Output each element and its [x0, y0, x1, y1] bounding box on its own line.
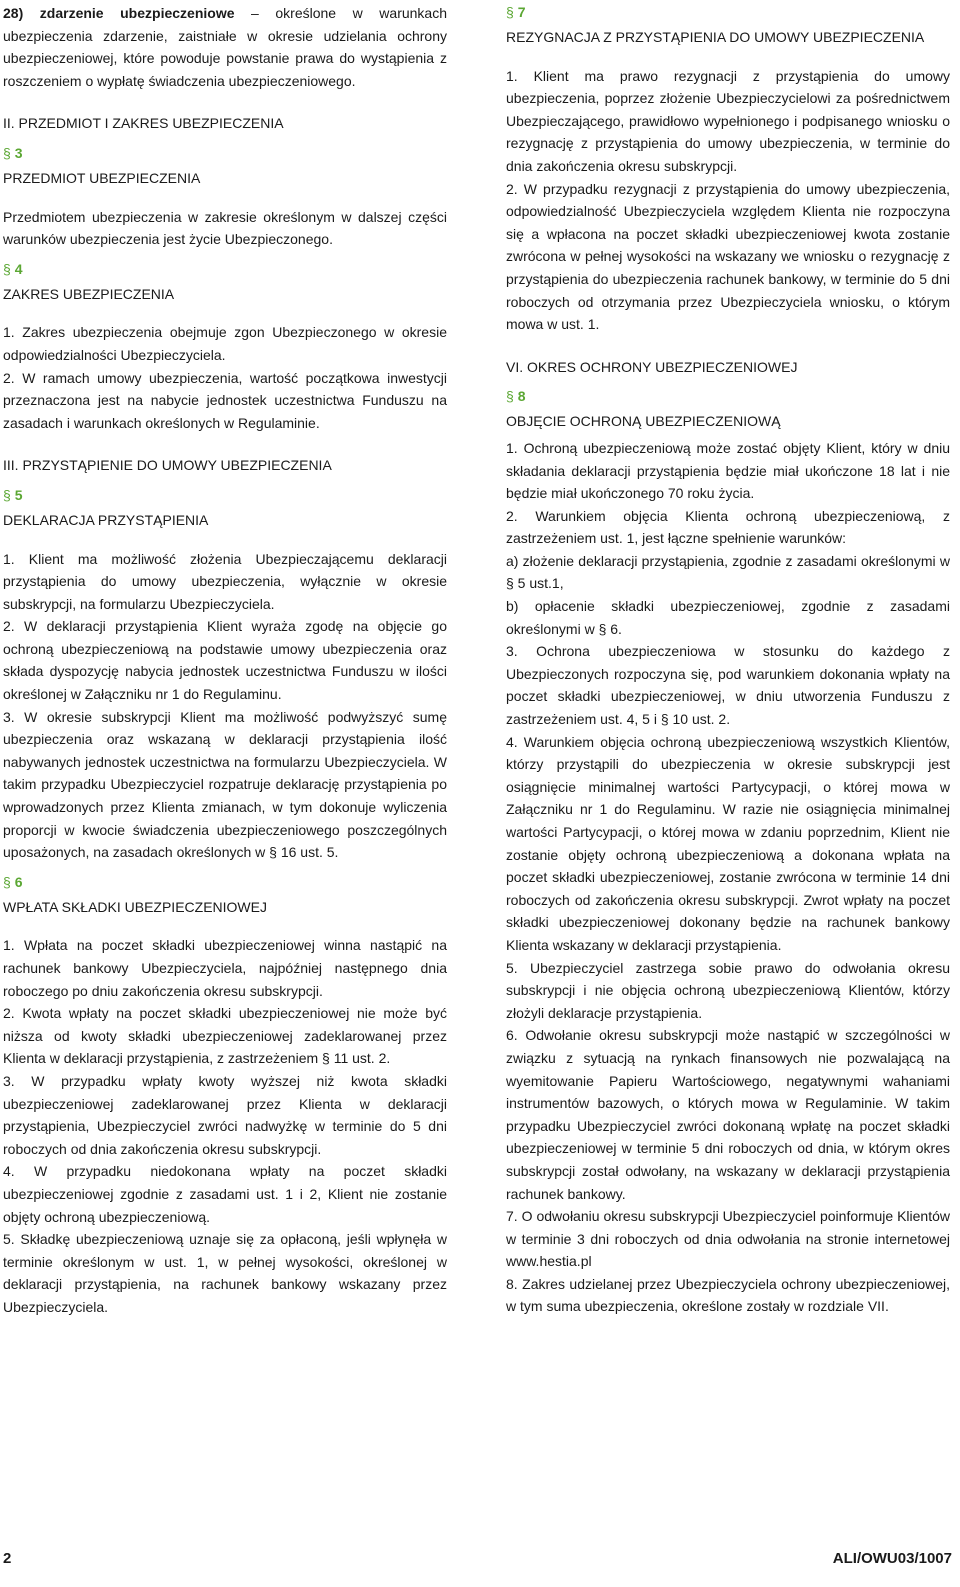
paragraph: 3. Ochrona ubezpieczeniowa w stosunku do każdego z Ubezpieczonych rozpoczyna się, pod warunkiem dokonania wpłaty na poczet składki ubezpieczeniowej, w dniu utworzenia Funduszu z zastrzeżeniem ust. 4, 5 i § 10 ust. 2.	[506, 643, 950, 728]
section-symbol: §	[506, 388, 514, 405]
paragraph: 7. O odwołaniu okresu subskrypcji Ubezpieczyciel poinformuje Klientów w terminie 3 dni roboczych od dnia odwołania na stronie internetowej www.hestia.pl	[506, 1208, 950, 1270]
paragraph: 5. Składkę ubezpieczeniową uznaje się za opłaconą, jeśli wpłynęła w terminie określonym w ust. 1, w pełnej wysokości, określonej w deklaracji przystąpienia, na rachunek bankowy wskazany przez Ubezpieczyciela.	[3, 1231, 447, 1315]
section-number-value: 8	[517, 388, 526, 405]
page-number: 2	[3, 1550, 12, 1567]
chapter-heading-vi: VI. OKRES OCHRONY UBEZPIECZENIOWEJ	[506, 358, 798, 375]
chapter-heading-ii: II. PRZEDMIOT I ZAKRES UBEZPIECZENIA	[3, 115, 284, 132]
paragraph: 1. Zakres ubezpieczenia obejmuje zgon Ubezpieczonego w okresie odpowiedzialności Ubezpieczyciela.	[3, 324, 447, 363]
paragraph: 2. W ramach umowy ubezpieczenia, wartość początkowa inwestycji przeznaczona jest na nabycie jednostek uczestnictwa Funduszu na zasadach i warunkach określonych w Regulaminie.	[3, 369, 447, 431]
definition-term: 28) zdarzenie ubezpieczeniowe	[3, 5, 235, 21]
section-symbol: §	[506, 4, 514, 20]
paragraph: 8. Zakres udzielanej przez Ubezpieczyciela ochrony ubezpieczeniowej, w tym suma ubezpieczenia, określone zostały w rozdziale VII.	[506, 1275, 950, 1315]
chapter-heading-iii: III. PRZYSTĄPIENIE DO UMOWY UBEZPIECZENIA	[3, 457, 332, 474]
section-number-3	[3, 143, 447, 163]
section-symbol: §	[3, 144, 11, 161]
right-column	[506, 2, 950, 1318]
paragraph: Przedmiotem ubezpieczenia w zakresie określonym w dalszej części warunków ubezpieczenia jest życie Ubezpieczonego.	[3, 208, 447, 248]
section-symbol: §	[3, 873, 11, 890]
section-number-value: 4	[14, 260, 23, 277]
section-title-5: DEKLARACJA PRZYSTĄPIENIA	[3, 511, 209, 528]
section-number-5	[3, 485, 447, 505]
paragraph: 3. W okresie subskrypcji Klient ma możliwość podwyższyć sumę ubezpieczenia oraz wskazaną w deklaracji przystąpienia ilość nabywanych jednostek uczestnictwa na formularzu Ubezpieczyciela. W takim przypadku Ubezpieczyciel rozpatruje deklarację przystąpienia po wprowadzonych przez Klienta zmianach, w tym dokonuje wyliczenia proporcji w kwocie świadczenia ubezpieczeniowego poszczególnych uposażonych, na zasadach określonych w § 16 ust. 5.	[3, 708, 447, 861]
paragraph: 2. W przypadku rezygnacji z przystąpienia do umowy ubezpieczenia, odpowiedzialność Ubezpieczyciela względem Klienta nie rozpoczyna się a wpłacona na poczet składki ubezpieczeniowej kwota zostanie zwrócona w pełnej wysokości na wskazany we wniosku o rezygnację z przystąpienia do ubezpieczenia rachunek bankowy, w terminie do 5 dni roboczych od otrzymania przez Ubezpieczyciela wniosku, o którym mowa w ust. 1.	[506, 180, 950, 333]
section-title-6: WPŁATA SKŁADKI UBEZPIECZENIOWEJ	[3, 898, 267, 915]
section-title-4: ZAKRES UBEZPIECZENIA	[3, 285, 175, 302]
paragraph: 3. W przypadku wpłaty kwoty wyższej niż kwota składki ubezpieczeniowej zadeklarowanej przez Klienta w deklaracji przystąpienia, Ubezpieczyciel zwróci nadwyżkę w terminie do 5 dni roboczych od dnia zakończenia okresu subskrypcji.	[3, 1072, 447, 1157]
section-title-7: REZYGNACJA Z PRZYSTĄPIENIA DO UMOWY UBEZPIECZENIA	[506, 29, 925, 45]
section-number-8	[506, 386, 950, 406]
definition-28	[3, 2, 447, 92]
left-column	[3, 2, 447, 1319]
document-code: ALI/OWU03/1007	[832, 1550, 952, 1567]
paragraph: b) opłacenie składki ubezpieczeniowej, zgodnie z zasadami określonymi w § 6.	[506, 598, 950, 637]
section-symbol: §	[3, 260, 11, 277]
section-title-8: OBJĘCIE OCHRONĄ UBEZPIECZENIOWĄ	[506, 413, 781, 430]
paragraph: 1. Klient ma możliwość złożenia Ubezpieczającemu deklaracji przystąpienia do umowy ubezpieczenia, wyłącznie w okresie subskrypcji, na formularzu Ubezpieczyciela.	[3, 550, 447, 612]
section-number-7	[506, 2, 950, 22]
definition-text: – określone w warunkach ubezpieczenia zdarzenie, zaistniałe w okresie udzielania ochrony ubezpieczeniowej, które powoduje powstanie prawa do wystąpienia z roszczeniem o wypłatę świadczenia ubezpieczeniowego.	[3, 5, 447, 89]
section-number-value: 6	[14, 873, 23, 890]
paragraph: 1. Wpłata na poczet składki ubezpieczeniowej winna nastąpić na rachunek bankowy Ubezpieczyciela, najpóźniej następnego dnia roboczego po dniu zakończenia okresu subskrypcji.	[3, 937, 447, 999]
paragraph: 5. Ubezpieczyciel zastrzega sobie prawo do odwołania okresu subskrypcji i nie objęcia ochroną ubezpieczeniową Klientów, którzy złożyli deklaracje przystąpienia.	[506, 959, 950, 1021]
paragraph: 2. Warunkiem objęcia Klienta ochroną ubezpieczeniową, z zastrzeżeniem ust. 1, jest łączne spełnienie warunków:	[506, 507, 950, 547]
section-title-3: PRZEDMIOT UBEZPIECZENIA	[3, 169, 201, 186]
paragraph: 6. Odwołanie okresu subskrypcji może nastąpić w szczególności w związku z sytuacją na rynkach finansowych nie pozwalającą na wyemitowanie Papieru Wartościowego, negatywnymi wahaniami instrumentów bazowych, o których mowa w Regulaminie. W takim przypadku Ubezpieczyciel zwróci dokonaną wpłatę na poczet składki ubezpieczeniowej w terminie 5 dni roboczych od dnia, w którym okres subskrypcji został odwołany, na wskazany w deklaracji przystąpienia rachunek bankowy.	[506, 1027, 950, 1202]
paragraph: 1. Klient ma prawo rezygnacji z przystąpienia do umowy ubezpieczenia, poprzez złożenie Ubezpieczycielowi za pośrednictwem Ubezpieczającego, prawidłowo wypełnionego i podpisanego wniosku o rezygnację z przystąpienia do umowy ubezpieczenia, w terminie do dnia zakończenia okresu subskrypcji.	[506, 67, 950, 174]
paragraph: a) złożenie deklaracji przystąpienia, zgodnie z zasadami określonymi w § 5 ust.1,	[506, 552, 950, 592]
paragraph: 4. Warunkiem objęcia ochroną ubezpieczeniową wszystkich Klientów, którzy przystąpili do ubezpieczenia w okresie subskrypcji jest osiągnięcie minimalnej wartości Partycypacji, o której mowa w Załączniku nr 1 do Regulaminu. W razie nie osiągnięcia minimalnej wartości Partycypacji, o której mowa w zdaniu poprzednim, Klient nie zostanie objęty ochroną ubezpieczeniową a dokonana wpłata na poczet składki ubezpieczeniowej, zostanie zwrócona w terminie 14 dni roboczych od zakończenia okresu subskrypcji. Zwrot wpłaty na poczet składki ubezpieczeniowej dokonany będzie na rachunek bankowy Klienta wskazany w deklaracji przystąpienia.	[506, 733, 950, 953]
section-number-value: 3	[14, 144, 23, 161]
section-number-4	[3, 259, 447, 279]
paragraph: 2. W deklaracji przystąpienia Klient wyraża zgodę na objęcie go ochroną ubezpieczeniową na podstawie umowy ubezpieczenia oraz składa dyspozycję nabycia jednostek uczestnictwa Funduszu w ilości określonej w Załączniku nr 1 do Regulaminu.	[3, 618, 447, 703]
paragraph: 4. W przypadku niedokonana wpłaty na poczet składki ubezpieczeniowej zgodnie z zasadami ust. 1 i 2, Klient nie zostanie objęty ochroną ubezpieczeniową.	[3, 1163, 447, 1225]
section-number-6	[3, 872, 447, 892]
section-number-value: 5	[14, 486, 23, 503]
section-symbol: §	[3, 486, 11, 503]
paragraph: 2. Kwota wpłaty na poczet składki ubezpieczeniowej nie może być niższa od kwoty składki ubezpieczeniowej zadeklarowanej przez Klienta w deklaracji przystąpienia, z zastrzeżeniem § 11 ust. 2.	[3, 1005, 447, 1067]
paragraph: 1. Ochroną ubezpieczeniową może zostać objęty Klient, który w dniu składania deklaracji przystąpienia będzie miał ukończone 18 lat i nie będzie miał ukończonego 70 roku życia.	[506, 439, 950, 502]
section-number-value: 7	[517, 4, 526, 20]
